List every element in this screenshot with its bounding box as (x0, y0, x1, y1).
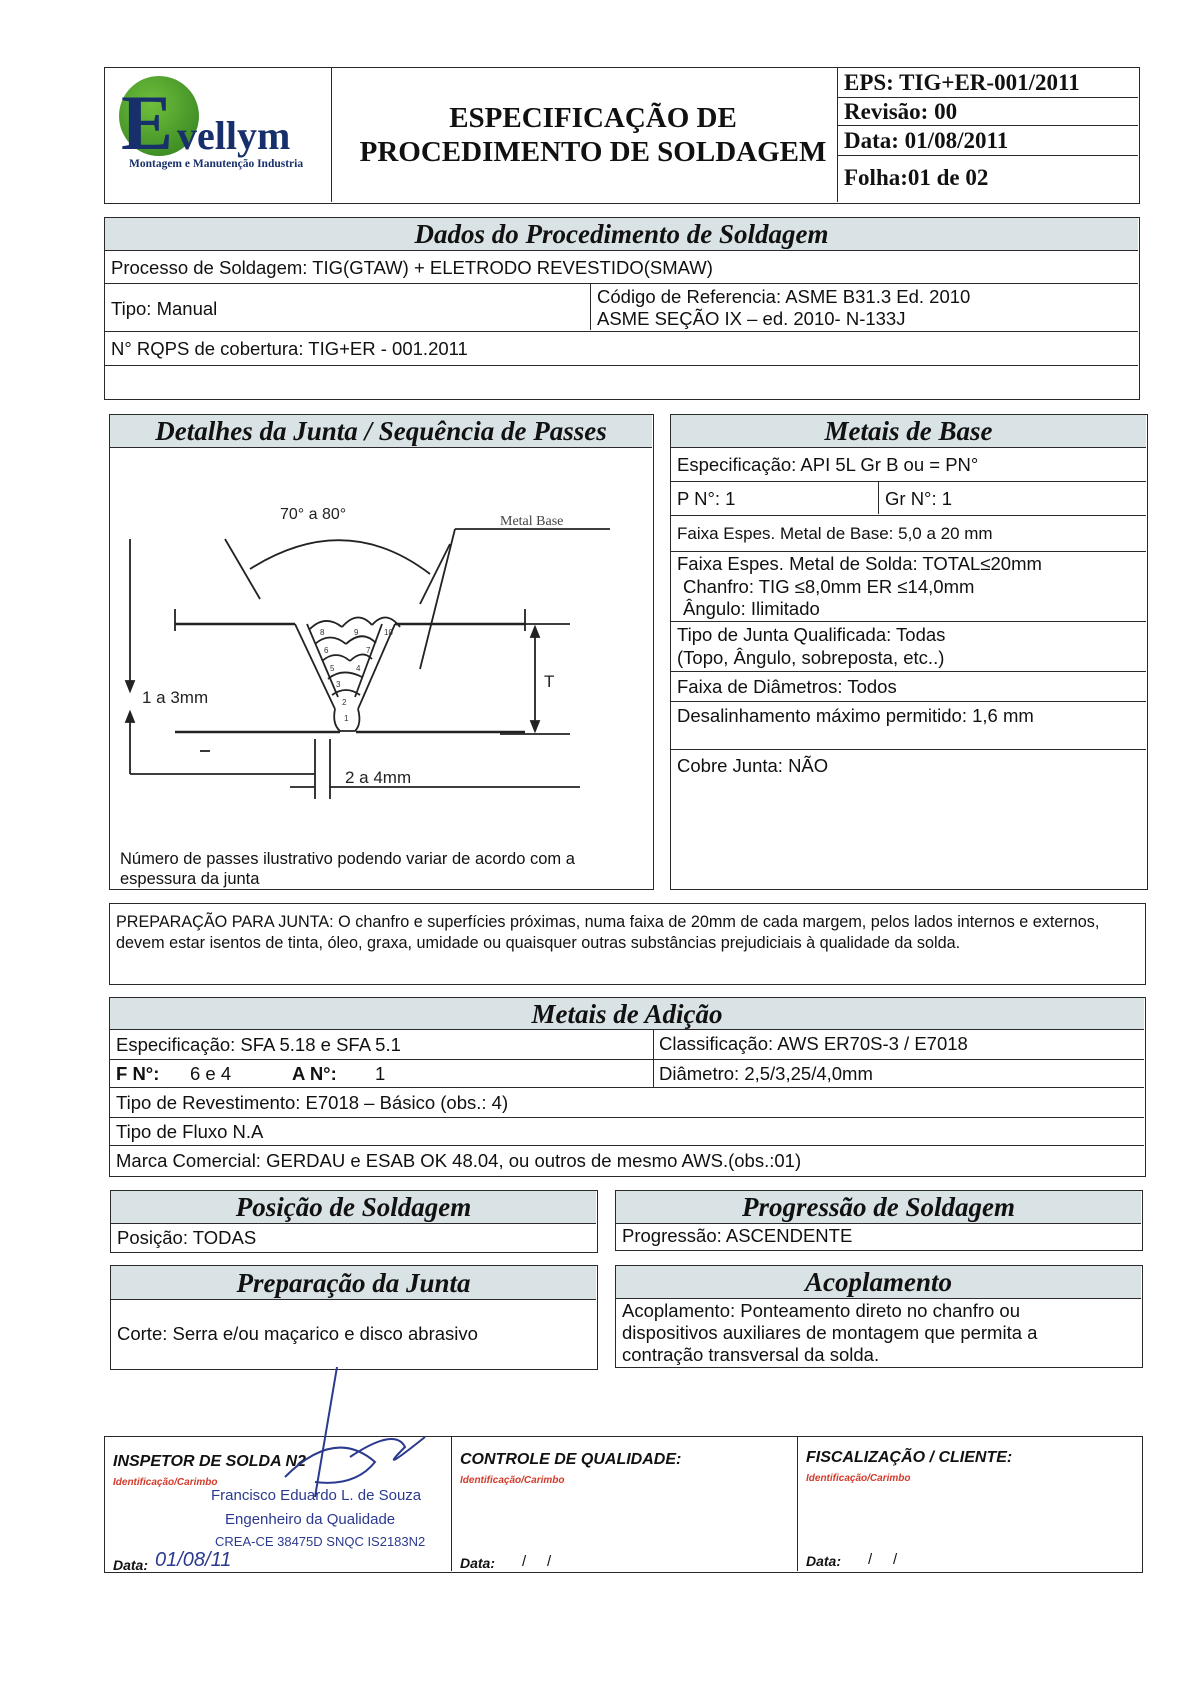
f-number-value: 6 e 4 (190, 1063, 232, 1084)
a-number-label: A N°: (292, 1063, 337, 1084)
quality-control-cell (452, 1437, 797, 1571)
filler-spec: Especificação: SFA 5.18 e SFA 5.1 (116, 1034, 401, 1055)
client-ident-label: Identificação/Carimbo (806, 1473, 911, 1484)
client-date: / / (868, 1551, 898, 1568)
flux-type: Tipo de Fluxo N.A (110, 1118, 1144, 1146)
group-number: Gr N°: 1 (885, 488, 953, 509)
filler-metals-section (109, 997, 1146, 1177)
max-misalignment: Desalinhamento máximo permitido: 1,6 mm (671, 702, 1146, 750)
f-number-label: F N°: (116, 1063, 160, 1084)
date: Data: 01/08/2011 (838, 126, 1138, 156)
signature-section (104, 1436, 1143, 1573)
progression-section (615, 1190, 1143, 1251)
fitup-section (615, 1265, 1143, 1368)
stamp-registration: CREA-CE 38475D SNQC IS2183N2 (215, 1534, 426, 1549)
logo-tagline: Montagem e Manutenção Industria (129, 158, 304, 170)
coating-type: Tipo de Revestimento: E7018 – Básico (obs.: 4) (110, 1088, 1144, 1118)
inspector-date: 01/08/11 (155, 1549, 232, 1571)
joint-type-examples: (Topo, Ângulo, sobreposta, etc..) (677, 647, 945, 668)
backing: Cobre Junta: NÃO (677, 755, 829, 776)
inspector-ident-label: Identificação/Carimbo (113, 1477, 218, 1488)
pass-10: 10 (384, 628, 393, 637)
joint-type: Tipo de Junta Qualificada: Todas (677, 624, 946, 645)
reference-code-line1: Código de Referencia: ASME B31.3 Ed. 2010 (597, 286, 971, 307)
progression-heading: Progressão de Soldagem (616, 1191, 1141, 1224)
pass-9: 9 (354, 628, 359, 637)
inspector-cell (105, 1437, 451, 1571)
pass-4: 4 (356, 664, 361, 673)
logo (105, 68, 331, 202)
fitup-line3: contração transversal da solda. (622, 1344, 880, 1365)
inspector-title: INSPETOR DE SOLDA N2 (113, 1453, 306, 1470)
filler-classification: Classificação: AWS ER70S-3 / E7018 (659, 1033, 968, 1054)
metal-base-label: Metal Base (500, 514, 564, 529)
pass-8: 8 (320, 628, 325, 637)
bevel-limits: Chanfro: TIG ≤8,0mm ER ≤14,0mm (683, 576, 975, 597)
fitup-heading: Acoplamento (616, 1266, 1141, 1299)
fitup-line2: dispositivos auxiliares de montagem que permita a (622, 1322, 1038, 1343)
inspector-date-label: Data: (113, 1557, 149, 1573)
quality-control-date-label: Data: (460, 1555, 496, 1571)
joint-diagram (110, 449, 652, 839)
gap-label: 2 a 4mm (345, 768, 412, 787)
filler-diameter: Diâmetro: 2,5/3,25/4,0mm (659, 1063, 873, 1084)
pass-3: 3 (336, 680, 341, 689)
logo-letter: E (121, 79, 174, 166)
joint-prep-notes (109, 903, 1146, 985)
thickness-label: T (544, 672, 555, 691)
a-number-value: 1 (375, 1063, 386, 1084)
pass-5: 5 (330, 664, 335, 673)
reference-code-line2: ASME SEÇÃO IX – ed. 2010- N-133J (597, 308, 906, 329)
base-thickness-range: Faixa Espes. Metal de Base: 5,0 a 20 mm (671, 516, 1146, 552)
type: Tipo: Manual (111, 298, 218, 319)
pass-7: 7 (366, 646, 371, 655)
stamp-role: Engenheiro da Qualidade (225, 1511, 396, 1528)
angle-limit: Ângulo: Ilimitado (683, 598, 820, 619)
quality-control-ident-label: Identificação/Carimbo (460, 1475, 565, 1486)
doc-title-line2: PROCEDIMENTO DE SOLDAGEM (359, 136, 827, 168)
base-metals-heading: Metais de Base (671, 415, 1146, 448)
header-block (104, 67, 1140, 204)
joint-details-section (109, 414, 654, 890)
quality-control-title: CONTROLE DE QUALIDADE: (460, 1451, 682, 1468)
process: Processo de Soldagem: TIG(GTAW) + ELETRODO REVESTIDO(SMAW) (105, 251, 1138, 284)
joint-prep-text: PREPARAÇÃO PARA JUNTA: O chanfro e superfícies próximas, numa faixa de 20mm de cada margem, pelos lados internos e externos, devem estar isentos de tinta, óleo, graxa, umidade ou quaisquer outras substâncias prejudiciais à qualidade da solda. (116, 913, 1100, 952)
revision: Revisão: 00 (838, 98, 1138, 126)
doc-title-line1: ESPECIFICAÇÃO DE (449, 102, 737, 134)
pass-1: 1 (344, 714, 349, 723)
position-value: Posição: TODAS (117, 1227, 257, 1248)
angle-label: 70° a 80° (280, 506, 347, 523)
base-metals-section (670, 414, 1148, 890)
joint-note: Número de passes ilustrativo podendo variar de acordo com a espessura da junta (120, 850, 575, 888)
procedure-data-section (104, 217, 1140, 400)
pass-2: 2 (342, 698, 347, 707)
rqps: N° RQPS de cobertura: TIG+ER - 001.2011 (105, 332, 1138, 366)
p-number: P N°: 1 (677, 488, 736, 509)
joint-details-heading: Detalhes da Junta / Sequência de Passes (110, 415, 652, 448)
procedure-data-heading: Dados do Procedimento de Soldagem (105, 218, 1138, 251)
eps-code: EPS: TIG+ER-001/2011 (838, 68, 1138, 98)
joint-preparation-heading: Preparação da Junta (111, 1266, 596, 1300)
progression-value: Progressão: ASCENDENTE (622, 1225, 853, 1246)
base-spec: Especificação: API 5L Gr B ou = PN° (671, 448, 1146, 482)
root-face-label: 1 a 3mm (142, 688, 209, 707)
diameter-range: Faixa de Diâmetros: Todos (671, 672, 1146, 702)
client-cell (798, 1437, 1141, 1571)
pass-6: 6 (324, 646, 329, 655)
client-title: FISCALIZAÇÃO / CLIENTE: (806, 1449, 1013, 1466)
filler-metals-heading: Metais de Adição (110, 998, 1144, 1030)
sheet: Folha:01 de 02 (844, 165, 989, 190)
joint-preparation-value: Corte: Serra e/ou maçarico e disco abrasivo (117, 1323, 478, 1344)
logo-name: vellym (177, 113, 291, 158)
stamp-name: Francisco Eduardo L. de Souza (211, 1487, 422, 1504)
weld-thickness-range: Faixa Espes. Metal de Solda: TOTAL≤20mm (677, 553, 1042, 574)
brand: Marca Comercial: GERDAU e ESAB OK 48.04, ou outros de mesmo AWS.(obs.:01) (116, 1150, 802, 1171)
signature-mark (255, 1367, 435, 1567)
client-date-label: Data: (806, 1553, 842, 1569)
position-section (110, 1190, 598, 1253)
fitup-line1: Acoplamento: Ponteamento direto no chanfro ou (622, 1300, 1021, 1321)
joint-preparation-section (110, 1265, 598, 1370)
position-heading: Posição de Soldagem (111, 1191, 596, 1224)
quality-control-date: / / (522, 1553, 552, 1570)
